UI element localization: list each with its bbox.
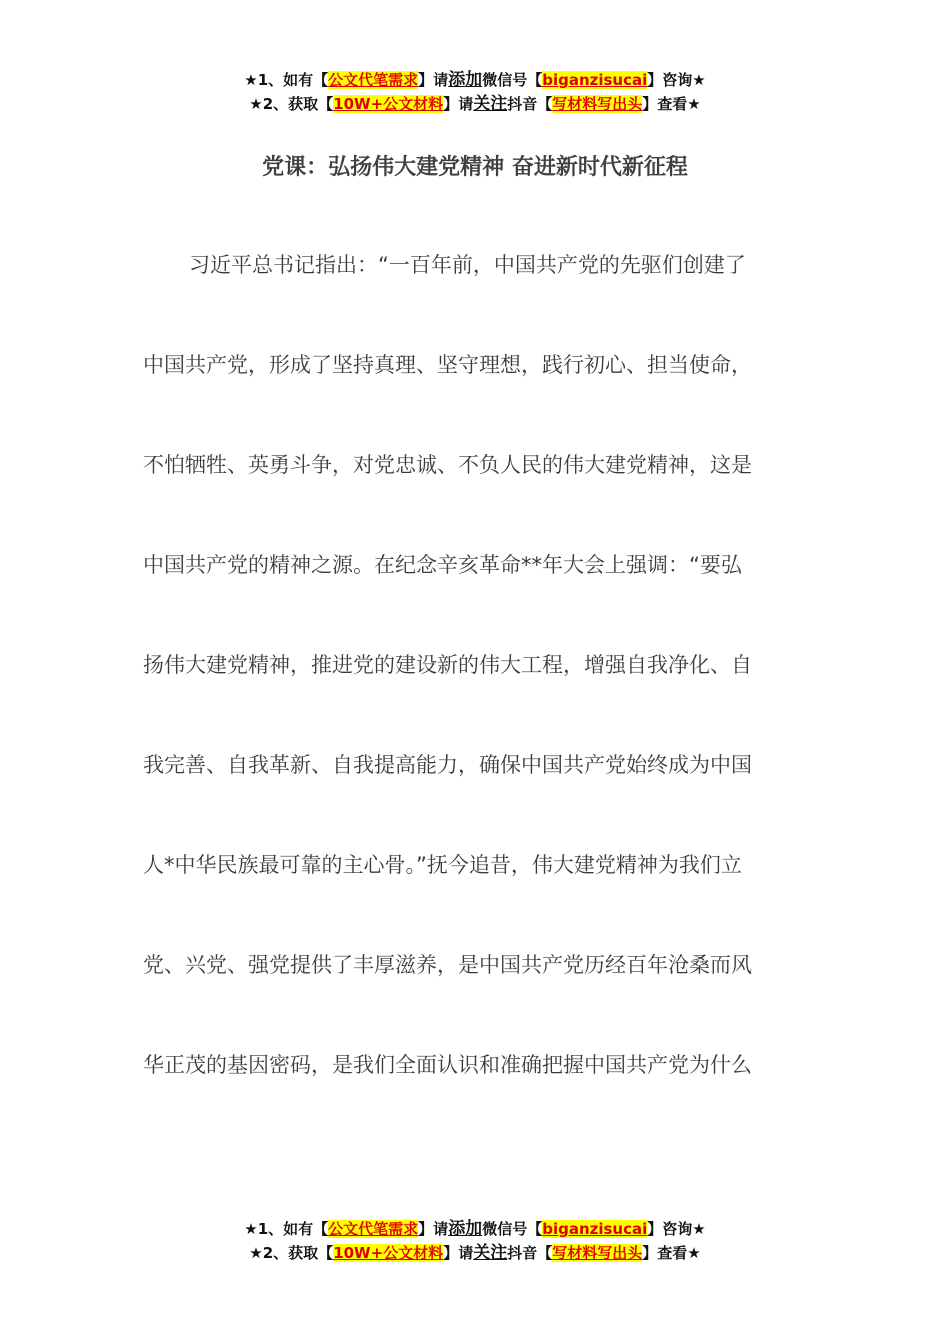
banner-highlight: biganzisucai: [542, 1220, 648, 1238]
banner-emphasis: 关注: [473, 94, 508, 114]
banner-text: 】咨询★: [647, 1220, 706, 1238]
body-line: 扬伟大建党精神，推进党的建设新的伟大工程，增强自我净化、自: [143, 653, 752, 677]
banner-emphasis: 关注: [473, 1243, 508, 1263]
banner-text: 微信号【: [482, 1220, 543, 1238]
footer-banner: [0, 1217, 950, 1265]
banner-highlight: 公文代笔需求: [328, 71, 419, 89]
body-line: 人*中华民族最可靠的主心骨。”抚今追昔，伟大建党精神为我们立: [143, 853, 742, 877]
body-line: 习近平总书记指出：“一百年前，中国共产党的先驱们创建了: [189, 253, 746, 277]
body-line: 中国共产党的精神之源。在纪念辛亥革命**年大会上强调：“要弘: [143, 553, 742, 577]
banner-text: 】请: [443, 1244, 474, 1262]
banner-text: 抖音【: [507, 1244, 553, 1262]
banner-line-2: [0, 92, 950, 116]
banner-text: 】咨询★: [647, 71, 706, 89]
banner-emphasis: 添加: [448, 1219, 483, 1239]
banner-line-1: [0, 68, 950, 92]
banner-highlight: 10W+公文材料: [333, 95, 444, 113]
body-line: 华正茂的基因密码，是我们全面认识和准确把握中国共产党为什么: [143, 1053, 752, 1077]
banner-highlight: 10W+公文材料: [333, 1244, 444, 1262]
banner-text: 】查看★: [642, 1244, 701, 1262]
banner-emphasis: 添加: [448, 70, 483, 90]
banner-text: ★1、如有【: [244, 71, 329, 89]
body-line: 中国共产党，形成了坚持真理、坚守理想，践行初心、担当使命，: [143, 353, 752, 377]
banner-line-1: [0, 1217, 950, 1241]
body-line: 党、兴党、强党提供了丰厚滋养，是中国共产党历经百年沧桑而风: [143, 953, 752, 977]
banner-text: ★2、获取【: [249, 1244, 334, 1262]
banner-highlight: 写材料写出头: [552, 95, 643, 113]
banner-text: ★1、如有【: [244, 1220, 329, 1238]
body-line: 我完善、自我革新、自我提高能力，确保中国共产党始终成为中国: [143, 753, 752, 777]
document-title: 党课：弘扬伟大建党精神 奋进新时代新征程: [262, 155, 688, 180]
banner-highlight: 写材料写出头: [552, 1244, 643, 1262]
banner-text: 微信号【: [482, 71, 543, 89]
body-line: 不怕牺牲、英勇斗争，对党忠诚、不负人民的伟大建党精神，这是: [143, 453, 752, 477]
document-body: [143, 240, 823, 1140]
banner-text: ★2、获取【: [249, 95, 334, 113]
banner-text: 】请: [418, 1220, 449, 1238]
banner-text: 】请: [418, 71, 449, 89]
banner-highlight: biganzisucai: [542, 71, 648, 89]
header-banner: [0, 68, 950, 116]
banner-line-2: [0, 1241, 950, 1265]
banner-text: 】请: [443, 95, 474, 113]
banner-text: 】查看★: [642, 95, 701, 113]
banner-highlight: 公文代笔需求: [328, 1220, 419, 1238]
banner-text: 抖音【: [507, 95, 553, 113]
